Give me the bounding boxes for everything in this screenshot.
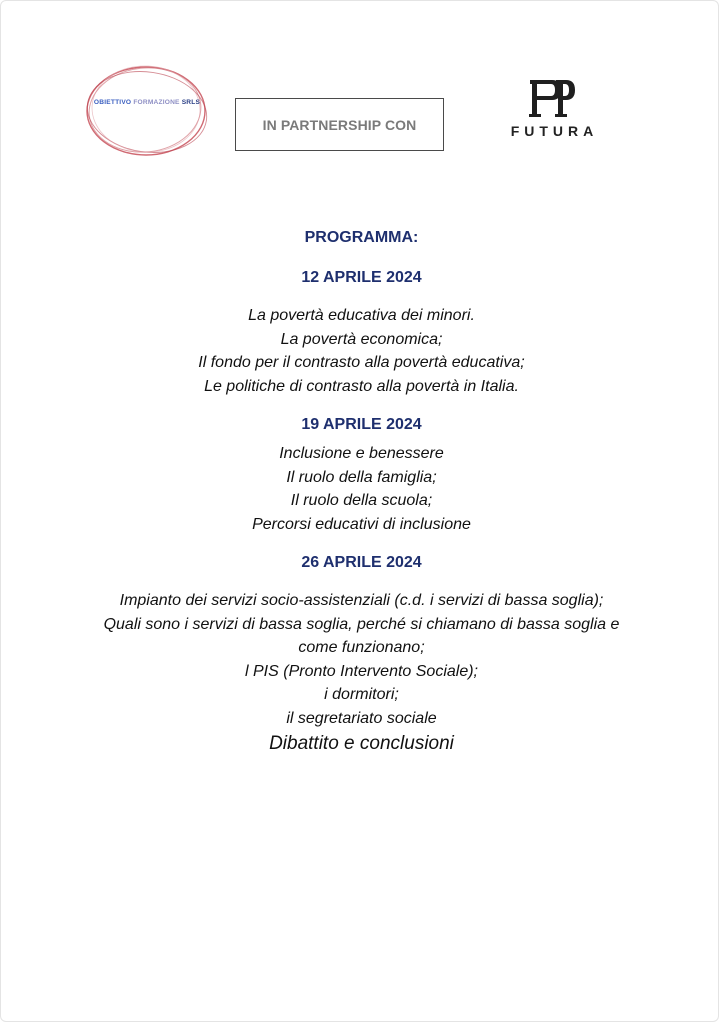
list-item: Inclusione e benessere: [279, 445, 444, 462]
list-item: Le politiche di contrasto alla povertà in Italia.: [204, 377, 519, 395]
section-date: 19 APRILE 2024: [301, 416, 422, 433]
list-item: La povertà economica;: [280, 330, 443, 348]
program-section: [1, 225, 721, 758]
list-item: Percorsi educativi di inclusione: [252, 515, 471, 533]
section-items: [1, 442, 721, 536]
logo-ring-icon: [83, 63, 209, 159]
section-date: 26 APRILE 2024: [301, 554, 422, 571]
section-items: [1, 304, 721, 398]
logo-word-3: SRLS: [181, 99, 201, 106]
list-item: Quali sono i servizi di bassa soglia, perché si chiamano di bassa soglia e: [103, 615, 620, 633]
section-items: [1, 589, 721, 730]
list-item: Il ruolo della famiglia;: [286, 468, 437, 486]
list-item: Impianto dei servizi socio-assistenziali (c.d. i servizi di bassa soglia);: [119, 592, 604, 609]
futura-brand-name: FUTURA: [510, 123, 599, 139]
list-item: La povertà educativa dei minori.: [248, 307, 475, 324]
program-title: PROGRAMMA:: [304, 229, 419, 246]
section-date: 12 APRILE 2024: [301, 269, 422, 286]
list-item: come funzionano;: [298, 639, 425, 656]
list-item: l PIS (Pronto Intervento Sociale);: [245, 662, 478, 680]
obiettivo-formazione-logo: [83, 63, 209, 159]
logo-word-1: OBIETTIVO: [93, 99, 132, 106]
partnership-box: IN PARTNERSHIP CON: [235, 98, 444, 151]
list-item: il segretariato sociale: [286, 709, 437, 727]
list-item: Il ruolo della scuola;: [290, 492, 433, 509]
list-item: i dormitori;: [324, 686, 399, 703]
logo-word-2: FORMAZIONE: [133, 99, 180, 106]
futura-monogram-icon: [528, 77, 576, 119]
closing-item: Dibattito e conclusioni: [269, 733, 454, 754]
futura-logo: [491, 77, 613, 147]
logo-wordmark: [85, 99, 209, 106]
list-item: Il fondo per il contrasto alla povertà educativa;: [198, 354, 525, 371]
